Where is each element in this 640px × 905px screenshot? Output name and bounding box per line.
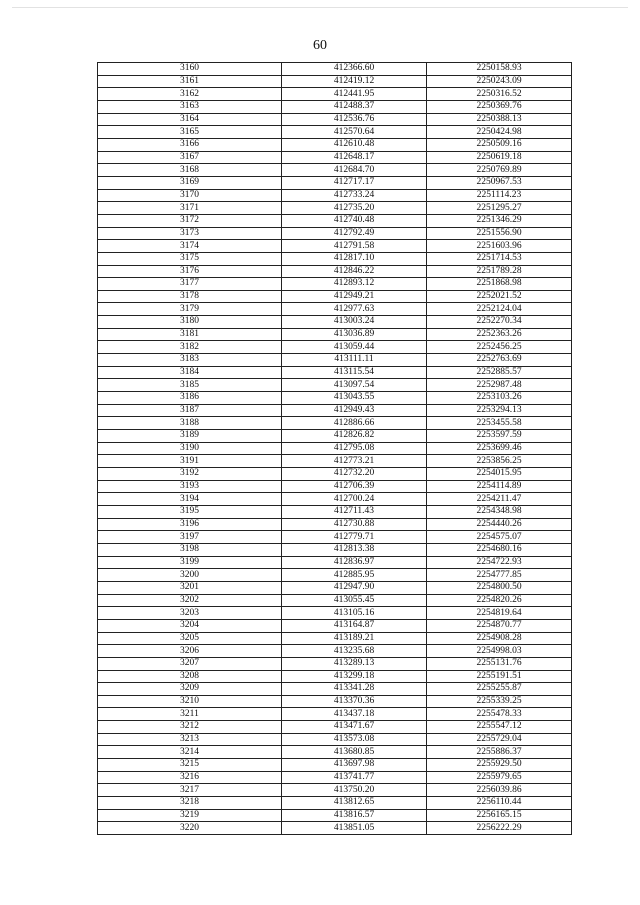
y-coordinate-cell: 2254819.64 (427, 607, 572, 620)
coordinates-table-body (98, 63, 572, 835)
table-row (98, 797, 572, 810)
y-coordinate-cell: 2255547.12 (427, 721, 572, 734)
y-coordinate-cell: 2255478.33 (427, 708, 572, 721)
x-coordinate-cell: 412826.82 (282, 430, 427, 443)
table-row (98, 809, 572, 822)
x-coordinate-cell: 412536.76 (282, 113, 427, 126)
x-coordinate-cell: 412488.37 (282, 100, 427, 113)
x-coordinate-cell: 413750.20 (282, 784, 427, 797)
y-coordinate-cell: 2250316.52 (427, 88, 572, 101)
point-number-cell: 3195 (98, 505, 282, 518)
x-coordinate-cell: 413235.68 (282, 645, 427, 658)
x-coordinate-cell: 412419.12 (282, 75, 427, 88)
y-coordinate-cell: 2254015.95 (427, 468, 572, 481)
point-number-cell: 3218 (98, 797, 282, 810)
table-row (98, 189, 572, 202)
x-coordinate-cell: 413437.18 (282, 708, 427, 721)
y-coordinate-cell: 2252885.57 (427, 366, 572, 379)
point-number-cell: 3178 (98, 290, 282, 303)
y-coordinate-cell: 2254440.26 (427, 518, 572, 531)
y-coordinate-cell: 2252763.69 (427, 354, 572, 367)
table-row (98, 417, 572, 430)
point-number-cell: 3220 (98, 822, 282, 835)
point-number-cell: 3179 (98, 303, 282, 316)
y-coordinate-cell: 2253856.25 (427, 455, 572, 468)
point-number-cell: 3176 (98, 265, 282, 278)
point-number-cell: 3161 (98, 75, 282, 88)
table-row (98, 619, 572, 632)
x-coordinate-cell: 413003.24 (282, 316, 427, 329)
point-number-cell: 3164 (98, 113, 282, 126)
table-row (98, 721, 572, 734)
point-number-cell: 3209 (98, 683, 282, 696)
table-row (98, 164, 572, 177)
table-row (98, 505, 572, 518)
x-coordinate-cell: 413289.13 (282, 657, 427, 670)
table-row (98, 202, 572, 215)
page-number: 60 (313, 38, 327, 53)
y-coordinate-cell: 2252270.34 (427, 316, 572, 329)
point-number-cell: 3189 (98, 430, 282, 443)
table-row (98, 303, 572, 316)
x-coordinate-cell: 412735.20 (282, 202, 427, 215)
y-coordinate-cell: 2251603.96 (427, 240, 572, 253)
point-number-cell: 3168 (98, 164, 282, 177)
point-number-cell: 3180 (98, 316, 282, 329)
y-coordinate-cell: 2256110.44 (427, 797, 572, 810)
y-coordinate-cell: 2254722.93 (427, 556, 572, 569)
x-coordinate-cell: 412791.58 (282, 240, 427, 253)
x-coordinate-cell: 412570.64 (282, 126, 427, 139)
table-row (98, 581, 572, 594)
table-row (98, 392, 572, 405)
table-row (98, 493, 572, 506)
table-row (98, 442, 572, 455)
point-number-cell: 3186 (98, 392, 282, 405)
point-number-cell: 3217 (98, 784, 282, 797)
y-coordinate-cell: 2254575.07 (427, 531, 572, 544)
point-number-cell: 3162 (98, 88, 282, 101)
point-number-cell: 3202 (98, 594, 282, 607)
table-row (98, 151, 572, 164)
coordinates-table (97, 62, 572, 835)
point-number-cell: 3170 (98, 189, 282, 202)
table-row (98, 75, 572, 88)
table-row (98, 556, 572, 569)
point-number-cell: 3167 (98, 151, 282, 164)
point-number-cell: 3196 (98, 518, 282, 531)
point-number-cell: 3214 (98, 746, 282, 759)
table-row (98, 366, 572, 379)
x-coordinate-cell: 412773.21 (282, 455, 427, 468)
x-coordinate-cell: 412441.95 (282, 88, 427, 101)
y-coordinate-cell: 2251556.90 (427, 227, 572, 240)
table-row (98, 290, 572, 303)
y-coordinate-cell: 2255929.50 (427, 759, 572, 772)
x-coordinate-cell: 412706.39 (282, 480, 427, 493)
table-row (98, 265, 572, 278)
point-number-cell: 3198 (98, 543, 282, 556)
y-coordinate-cell: 2253103.26 (427, 392, 572, 405)
table-row (98, 632, 572, 645)
y-coordinate-cell: 2254348.98 (427, 505, 572, 518)
point-number-cell: 3177 (98, 278, 282, 291)
x-coordinate-cell: 413573.08 (282, 733, 427, 746)
table-row (98, 531, 572, 544)
x-coordinate-cell: 412610.48 (282, 138, 427, 151)
table-row (98, 113, 572, 126)
x-coordinate-cell: 412717.17 (282, 176, 427, 189)
x-coordinate-cell: 412792.49 (282, 227, 427, 240)
y-coordinate-cell: 2253294.13 (427, 404, 572, 417)
table-row (98, 88, 572, 101)
x-coordinate-cell: 413851.05 (282, 822, 427, 835)
x-coordinate-cell: 413115.54 (282, 366, 427, 379)
x-coordinate-cell: 412730.88 (282, 518, 427, 531)
point-number-cell: 3210 (98, 695, 282, 708)
table-row (98, 176, 572, 189)
table-row (98, 657, 572, 670)
point-number-cell: 3166 (98, 138, 282, 151)
point-number-cell: 3203 (98, 607, 282, 620)
x-coordinate-cell: 413816.57 (282, 809, 427, 822)
point-number-cell: 3171 (98, 202, 282, 215)
y-coordinate-cell: 2252456.25 (427, 341, 572, 354)
y-coordinate-cell: 2251295.27 (427, 202, 572, 215)
y-coordinate-cell: 2254820.26 (427, 594, 572, 607)
x-coordinate-cell: 413111.11 (282, 354, 427, 367)
y-coordinate-cell: 2255979.65 (427, 771, 572, 784)
x-coordinate-cell: 413105.16 (282, 607, 427, 620)
point-number-cell: 3205 (98, 632, 282, 645)
table-row (98, 518, 572, 531)
x-coordinate-cell: 412648.17 (282, 151, 427, 164)
point-number-cell: 3200 (98, 569, 282, 582)
x-coordinate-cell: 413741.77 (282, 771, 427, 784)
x-coordinate-cell: 412885.95 (282, 569, 427, 582)
table-row (98, 379, 572, 392)
x-coordinate-cell: 412949.43 (282, 404, 427, 417)
table-row (98, 468, 572, 481)
x-coordinate-cell: 412836.97 (282, 556, 427, 569)
x-coordinate-cell: 412733.24 (282, 189, 427, 202)
y-coordinate-cell: 2251868.98 (427, 278, 572, 291)
point-number-cell: 3213 (98, 733, 282, 746)
y-coordinate-cell: 2255729.04 (427, 733, 572, 746)
x-coordinate-cell: 412893.12 (282, 278, 427, 291)
point-number-cell: 3197 (98, 531, 282, 544)
point-number-cell: 3184 (98, 366, 282, 379)
table-row (98, 354, 572, 367)
y-coordinate-cell: 2254998.03 (427, 645, 572, 658)
y-coordinate-cell: 2254800.50 (427, 581, 572, 594)
x-coordinate-cell: 413189.21 (282, 632, 427, 645)
point-number-cell: 3216 (98, 771, 282, 784)
table-row (98, 214, 572, 227)
x-coordinate-cell: 413059.44 (282, 341, 427, 354)
x-coordinate-cell: 412947.90 (282, 581, 427, 594)
y-coordinate-cell: 2251714.53 (427, 252, 572, 265)
point-number-cell: 3181 (98, 328, 282, 341)
point-number-cell: 3163 (98, 100, 282, 113)
x-coordinate-cell: 413341.28 (282, 683, 427, 696)
y-coordinate-cell: 2254908.28 (427, 632, 572, 645)
table-row (98, 771, 572, 784)
y-coordinate-cell: 2250509.16 (427, 138, 572, 151)
x-coordinate-cell: 412813.38 (282, 543, 427, 556)
table-row (98, 480, 572, 493)
y-coordinate-cell: 2254870.77 (427, 619, 572, 632)
x-coordinate-cell: 413164.87 (282, 619, 427, 632)
table-row (98, 455, 572, 468)
table-row (98, 63, 572, 76)
table-row (98, 227, 572, 240)
table-row (98, 278, 572, 291)
table-row (98, 645, 572, 658)
table-row (98, 670, 572, 683)
y-coordinate-cell: 2255191.51 (427, 670, 572, 683)
table-row (98, 683, 572, 696)
table-row (98, 708, 572, 721)
x-coordinate-cell: 413043.55 (282, 392, 427, 405)
y-coordinate-cell: 2250158.93 (427, 63, 572, 76)
table-row (98, 746, 572, 759)
y-coordinate-cell: 2250243.09 (427, 75, 572, 88)
y-coordinate-cell: 2250967.53 (427, 176, 572, 189)
x-coordinate-cell: 413055.45 (282, 594, 427, 607)
point-number-cell: 3174 (98, 240, 282, 253)
table-row (98, 430, 572, 443)
point-number-cell: 3211 (98, 708, 282, 721)
y-coordinate-cell: 2250424.98 (427, 126, 572, 139)
point-number-cell: 3194 (98, 493, 282, 506)
x-coordinate-cell: 413471.67 (282, 721, 427, 734)
point-number-cell: 3193 (98, 480, 282, 493)
table-row (98, 607, 572, 620)
table-row (98, 822, 572, 835)
point-number-cell: 3175 (98, 252, 282, 265)
table-row (98, 328, 572, 341)
y-coordinate-cell: 2251114.23 (427, 189, 572, 202)
x-coordinate-cell: 412817.10 (282, 252, 427, 265)
y-coordinate-cell: 2252124.04 (427, 303, 572, 316)
y-coordinate-cell: 2255255.87 (427, 683, 572, 696)
y-coordinate-cell: 2253699.46 (427, 442, 572, 455)
table-row (98, 316, 572, 329)
table-row (98, 126, 572, 139)
point-number-cell: 3187 (98, 404, 282, 417)
point-number-cell: 3165 (98, 126, 282, 139)
point-number-cell: 3160 (98, 63, 282, 76)
y-coordinate-cell: 2252987.48 (427, 379, 572, 392)
y-coordinate-cell: 2256222.29 (427, 822, 572, 835)
y-coordinate-cell: 2251346.29 (427, 214, 572, 227)
table-row (98, 594, 572, 607)
y-coordinate-cell: 2255886.37 (427, 746, 572, 759)
y-coordinate-cell: 2254680.16 (427, 543, 572, 556)
table-row (98, 138, 572, 151)
table-row (98, 784, 572, 797)
y-coordinate-cell: 2253455.58 (427, 417, 572, 430)
y-coordinate-cell: 2250619.18 (427, 151, 572, 164)
table-row (98, 695, 572, 708)
point-number-cell: 3183 (98, 354, 282, 367)
top-rule (12, 7, 628, 8)
y-coordinate-cell: 2252021.52 (427, 290, 572, 303)
x-coordinate-cell: 412779.71 (282, 531, 427, 544)
y-coordinate-cell: 2255131.76 (427, 657, 572, 670)
table-row (98, 252, 572, 265)
point-number-cell: 3182 (98, 341, 282, 354)
y-coordinate-cell: 2256165.15 (427, 809, 572, 822)
x-coordinate-cell: 413812.65 (282, 797, 427, 810)
y-coordinate-cell: 2256039.86 (427, 784, 572, 797)
y-coordinate-cell: 2254211.47 (427, 493, 572, 506)
x-coordinate-cell: 412366.60 (282, 63, 427, 76)
y-coordinate-cell: 2250369.76 (427, 100, 572, 113)
x-coordinate-cell: 412711.43 (282, 505, 427, 518)
point-number-cell: 3188 (98, 417, 282, 430)
y-coordinate-cell: 2251789.28 (427, 265, 572, 278)
table-row (98, 404, 572, 417)
point-number-cell: 3191 (98, 455, 282, 468)
y-coordinate-cell: 2253597.59 (427, 430, 572, 443)
x-coordinate-cell: 412977.63 (282, 303, 427, 316)
point-number-cell: 3173 (98, 227, 282, 240)
x-coordinate-cell: 412846.22 (282, 265, 427, 278)
y-coordinate-cell: 2250769.89 (427, 164, 572, 177)
point-number-cell: 3199 (98, 556, 282, 569)
table-row (98, 100, 572, 113)
point-number-cell: 3185 (98, 379, 282, 392)
point-number-cell: 3201 (98, 581, 282, 594)
x-coordinate-cell: 412886.66 (282, 417, 427, 430)
point-number-cell: 3169 (98, 176, 282, 189)
x-coordinate-cell: 412949.21 (282, 290, 427, 303)
table-row (98, 543, 572, 556)
point-number-cell: 3204 (98, 619, 282, 632)
y-coordinate-cell: 2255339.25 (427, 695, 572, 708)
x-coordinate-cell: 412732.20 (282, 468, 427, 481)
point-number-cell: 3215 (98, 759, 282, 772)
x-coordinate-cell: 412700.24 (282, 493, 427, 506)
x-coordinate-cell: 413299.18 (282, 670, 427, 683)
table-row (98, 733, 572, 746)
x-coordinate-cell: 413097.54 (282, 379, 427, 392)
x-coordinate-cell: 413680.85 (282, 746, 427, 759)
point-number-cell: 3208 (98, 670, 282, 683)
y-coordinate-cell: 2250388.13 (427, 113, 572, 126)
x-coordinate-cell: 412684.70 (282, 164, 427, 177)
y-coordinate-cell: 2252363.26 (427, 328, 572, 341)
x-coordinate-cell: 413036.89 (282, 328, 427, 341)
point-number-cell: 3172 (98, 214, 282, 227)
x-coordinate-cell: 412795.08 (282, 442, 427, 455)
point-number-cell: 3190 (98, 442, 282, 455)
table-row (98, 341, 572, 354)
y-coordinate-cell: 2254114.89 (427, 480, 572, 493)
point-number-cell: 3219 (98, 809, 282, 822)
x-coordinate-cell: 413697.98 (282, 759, 427, 772)
y-coordinate-cell: 2254777.85 (427, 569, 572, 582)
x-coordinate-cell: 413370.36 (282, 695, 427, 708)
point-number-cell: 3206 (98, 645, 282, 658)
table-row (98, 759, 572, 772)
point-number-cell: 3192 (98, 468, 282, 481)
point-number-cell: 3212 (98, 721, 282, 734)
table-row (98, 569, 572, 582)
x-coordinate-cell: 412740.48 (282, 214, 427, 227)
table-row (98, 240, 572, 253)
point-number-cell: 3207 (98, 657, 282, 670)
